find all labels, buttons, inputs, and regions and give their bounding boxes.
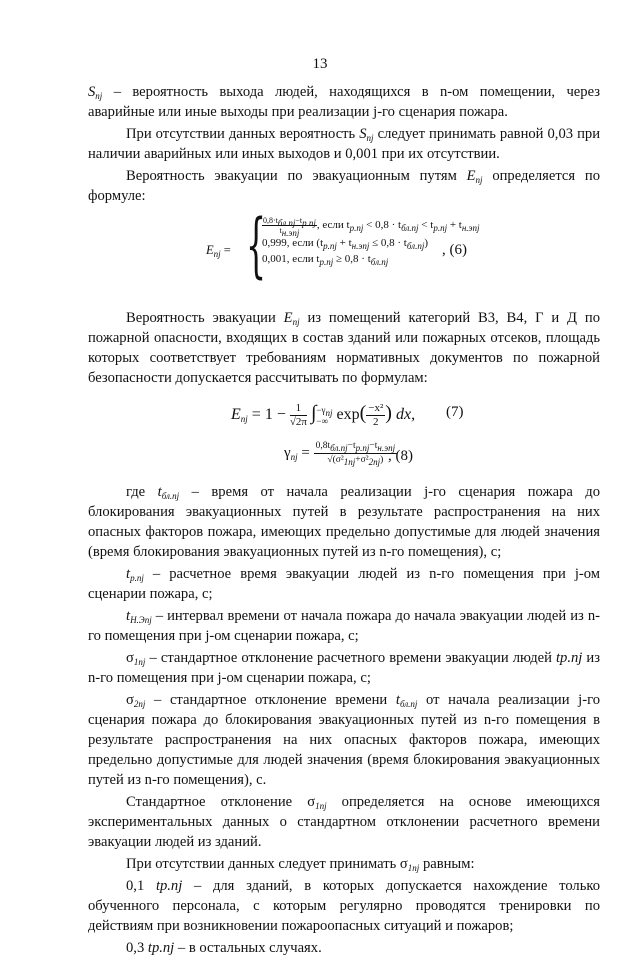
case-2: 0,999, если $(t_{p.nj} + t_{н.эnj} \le 0,8 \cdot t_{бл.nj})$ — [262, 237, 429, 251]
case-1: $\frac{0,8\cdot t_{бл.nj}-t_{p.nj}}{t_{н.эnj}}$ , если $t_{p.nj} < 0,8 \cdot t_{бл.nj} < t_{p.nj} + t_{н.эnj}$ — [263, 216, 480, 238]
formula-8-fraction: $\frac{0,8t_{бл.nj}-t_{p.nj}-t_{н.эnj}}{√(\sigma^2_{1nj}+\sigma^2_{2nj})}$ — [315, 441, 396, 467]
formula-7 — [88, 394, 600, 438]
formula-7-label: (7) — [446, 404, 464, 420]
definition-sigma-2: $\sigma_{2nj}$ – стандартное отклонение времени $t_{бл.nj}$ от начала реализации j-го сценария пожара до блокирования эвакуационных путей из n-го помещения в результате распространения на них опасных факторов пожара, имеющих предельно допустимые для людей значения (время блокирования эвакуационных путей из n-го помещения), с. — [88, 692, 601, 788]
formula-8-label: , (8) — [388, 448, 413, 464]
formula-6-label: , (6) — [442, 242, 467, 258]
case-1-fraction: $\frac{0,8\cdot t_{бл.nj}-t_{p.nj}}{t_{н.эnj}}$ — [263, 216, 316, 238]
formula-7-body: $E_{nj} = 1$ − $\frac{1}{√2\pi}$ ∫ $-\gamma_{nj}$ −∞ exp( $\frac{\text{−x²}}{2}$ ) dx, — [231, 402, 416, 428]
page-number: 13 — [312, 56, 328, 72]
formula-7-fraction: $\frac{1}{√2\pi}$ — [289, 402, 307, 428]
case-3: 0,001, если $t_{p.nj} \ge 0,8 \cdot t_{бл.nj}$ — [262, 253, 389, 267]
definition-t-start: $t_{Н.Эnj}$ – интервал времени от начала пожара до начала эвакуации людей из n-го помещения при j-ом сценарии пожара, с; — [88, 608, 600, 644]
paragraph-enj-categories: Вероятность эвакуации $E_{nj}$ из помещений категорий В3, В4, Г и Д по пожарной опасности, входящих в состав зданий или пожарных отсеков, площадь которых соответствует требованиям нормативных документов по пожарной безопасности допускается рассчитывать по формулам: — [88, 310, 600, 386]
left-brace: { — [246, 204, 267, 286]
paragraph-sigma-source: Стандартное отклонение $\sigma_{1nj}$ определяется на основе имеющихся экспериментальных данных о стандартном отклонении расчетного времени эвакуации людей из зданий. — [88, 794, 600, 850]
paragraph-trained-personnel: 0,1 tр.nj – для зданий, в которых допускается нахождение только обученного персонала, с которым регулярно проводятся тренировки по действиям при возникновении пожароопасных ситуаций и пожаров; — [88, 878, 601, 934]
formula-6-lhs: $E_{nj}$ = — [206, 243, 231, 259]
definition-t-block: где $t_{бл.nj}$ – время от начала реализации j-го сценария пожара до блокирования эвакуационных путей в результате распространения на них опасных факторов пожара, имеющих предельно допустимые для людей значения (время блокирования эвакуационных путей из n-го помещения), с; — [88, 484, 601, 560]
formula-8-body: $\gamma_{nj}$ = $\frac{0,8t_{бл.nj}-t_{p.nj}-t_{н.эnj}}{√(\sigma^2_{1nj}+\sigma^2_{2nj})}$ — [284, 441, 396, 467]
exp-fraction: $\frac{\text{−x²}}{2}$ — [368, 402, 384, 428]
formula-8 — [88, 438, 600, 482]
paragraph-other-cases: 0,3 tр.nj – в остальных случаях. — [126, 940, 322, 956]
page-body — [88, 82, 600, 958]
paragraph-snj-default: При отсутствии данных вероятность $S_{nj}$ следует принимать равной 0,03 при наличии аварийных или иных выходов и 0,001 при их отсутствии. — [88, 126, 601, 162]
paragraph-sigma-default: При отсутствии данных следует принимать $\sigma_{1nj}$ равным: — [126, 856, 475, 873]
definition-t-evac: $t_{p.nj}$ – расчетное время эвакуации людей из n-го помещения при j-ом сценарии пожара, с; — [88, 566, 600, 602]
paragraph-snj-definition: $S_{nj}$ – вероятность выхода людей, находящихся в n-ом помещении, через аварийные или иные выходы при реализации j-го сценария пожара. — [88, 84, 600, 120]
definition-sigma-1: $\sigma_{1nj}$ – стандартное отклонение расчетного времени эвакуации людей tр.nj из n-го помещения при j-ом сценарии пожара, с; — [88, 650, 600, 686]
formula-6 — [88, 204, 600, 302]
paragraph-enj-intro: Вероятность эвакуации по эвакуационным путям $E_{nj}$ определяется по формуле: — [88, 168, 600, 204]
